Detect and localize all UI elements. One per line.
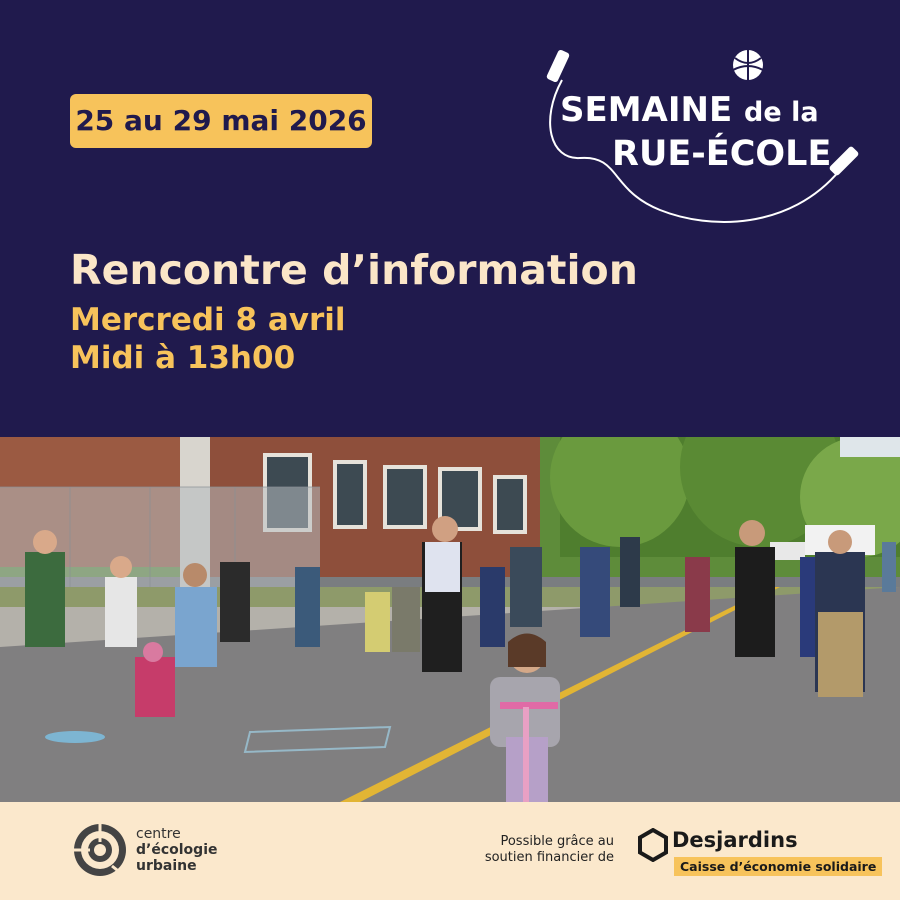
- date-badge: 25 au 29 mai 2026: [70, 94, 372, 148]
- street-photo: [0, 437, 900, 802]
- event-day: Mercredi 8 avril: [70, 302, 346, 338]
- event-time: Midi à 13h00: [70, 340, 296, 376]
- desjardins-tagline: Caisse d’économie solidaire: [674, 857, 882, 876]
- ceu-line3: urbaine: [136, 858, 197, 874]
- semaine-rue-ecole-logo: [540, 40, 870, 240]
- street-scene-image: [0, 437, 900, 802]
- support-text: [485, 834, 614, 866]
- desjardins-name: Desjardins: [672, 828, 798, 852]
- footer: [0, 802, 900, 900]
- logo-line2: RUE-ÉCOLE: [612, 134, 832, 174]
- ceu-line1: centre: [136, 826, 181, 842]
- ceu-line2: d’écologie: [136, 842, 218, 858]
- logo-line1: SEMAINE de la: [560, 90, 819, 130]
- support-line2: soutien financier de: [484, 850, 614, 865]
- desjardins-hexagon-icon: [638, 828, 668, 862]
- ceu-name: [136, 826, 217, 874]
- headline: Rencontre d’information: [70, 246, 638, 294]
- top-banner: [0, 0, 900, 437]
- support-line1: Possible grâce au: [500, 834, 614, 849]
- ceu-logo-icon: [72, 822, 128, 878]
